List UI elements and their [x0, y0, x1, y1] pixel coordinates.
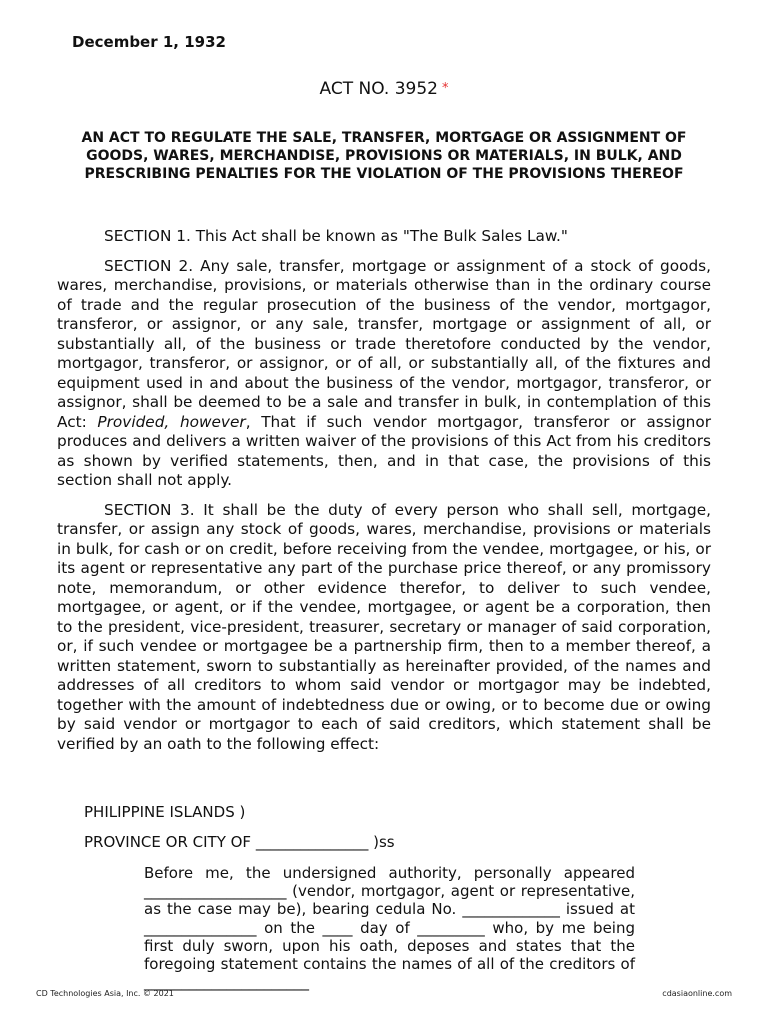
section-2-text-a: SECTION 2. Any sale, transfer, mortgage or assignment of a stock of goods, wares, merchandise, provisions, or materials otherwise than in the ordinary course of trade and the regular prosecution of the business of the vendor, mortgagor, transferor, or assignor, or any sale, transfer, mortgage or assignment of all, or substantially all, of the business or trade theretofore conducted by the vendor, mortgagor, transferor, or assignor, or of all, or substantially all, of the fixtures and equipment used in and about the business of the vendor, mortgagor, transferor, or assignor, shall be deemed to be a sale and transfer in bulk, in contemplation of this Act: [57, 256, 711, 431]
footer-copyright: CD Technologies Asia, Inc. © 2021 [36, 989, 174, 998]
document-body [57, 227, 711, 764]
footer-website-link[interactable]: cdasiaonline.com [662, 989, 732, 998]
act-number [0, 79, 768, 99]
act-title: AN ACT TO REGULATE THE SALE, TRANSFER, MORTGAGE OR ASSIGNMENT OF GOODS, WARES, MERCHANDISE, PROVISIONS OR MATERIALS, IN BULK, AND PRESCRIBING PENALTIES FOR THE VIOLATION OF THE PROVISIONS THEREOF [81, 130, 687, 182]
section-2-text-b: , That if such vendor mortgagor, transferor or assignor produces and delivers a written waiver of the provisions of this Act from his creditors as shown by verified statements, then, and in that case, the provisions of this section shall not apply. [57, 412, 711, 489]
footnote-link[interactable]: * [441, 81, 449, 96]
act-number-text: ACT NO. 3952 [319, 79, 438, 99]
section-2 [57, 257, 711, 491]
section-1: SECTION 1. This Act shall be known as "The Bulk Sales Law." [104, 227, 568, 245]
section-3: SECTION 3. It shall be the duty of every person who shall sell, mortgage, transfer, or assign any stock of goods, wares, merchandise, provisions or materials in bulk, for cash or on credit, before receiving from the vendee, mortgagee, or his, or its agent or representative any part of the purchase price thereof, or any promissory note, memorandum, or other evidence therefor, to deliver to such vendee, mortgagee, or agent, or if the vendee, mortgagee, or agent be a corporation, then to the president, vice-president, treasurer, secretary or manager of said corporation, or, if such vendee or mortgagee be a partnership firm, then to a member thereof, a written statement, sworn to substantially as hereinafter provided, of the names and addresses of all creditors to whom said vendor or mortgagor may be indebted, together with the amount of indebtedness due or owing, or to become due or owing by said vendor or mortgagor to each of said creditors, which statement shall be verified by an oath to the following effect: [57, 500, 711, 753]
oath-province-line: PROVINCE OR CITY OF _______________ )ss [84, 833, 395, 851]
section-2-proviso: Provided, however [97, 412, 246, 431]
oath-affidavit-text: Before me, the undersigned authority, personally appeared ___________________ (vendor, mortgagor, agent or representative, as the case may be), bearing cedula No. _____________ issued at _______________ on the ____ day of _________ who, by me being first duly sworn, upon his oath, deposes and states that the foregoing statement contains the names of all of the creditors of ______________________ [144, 864, 635, 992]
document-date: December 1, 1932 [72, 33, 226, 51]
oath-venue-line: PHILIPPINE ISLANDS ) [84, 803, 246, 821]
